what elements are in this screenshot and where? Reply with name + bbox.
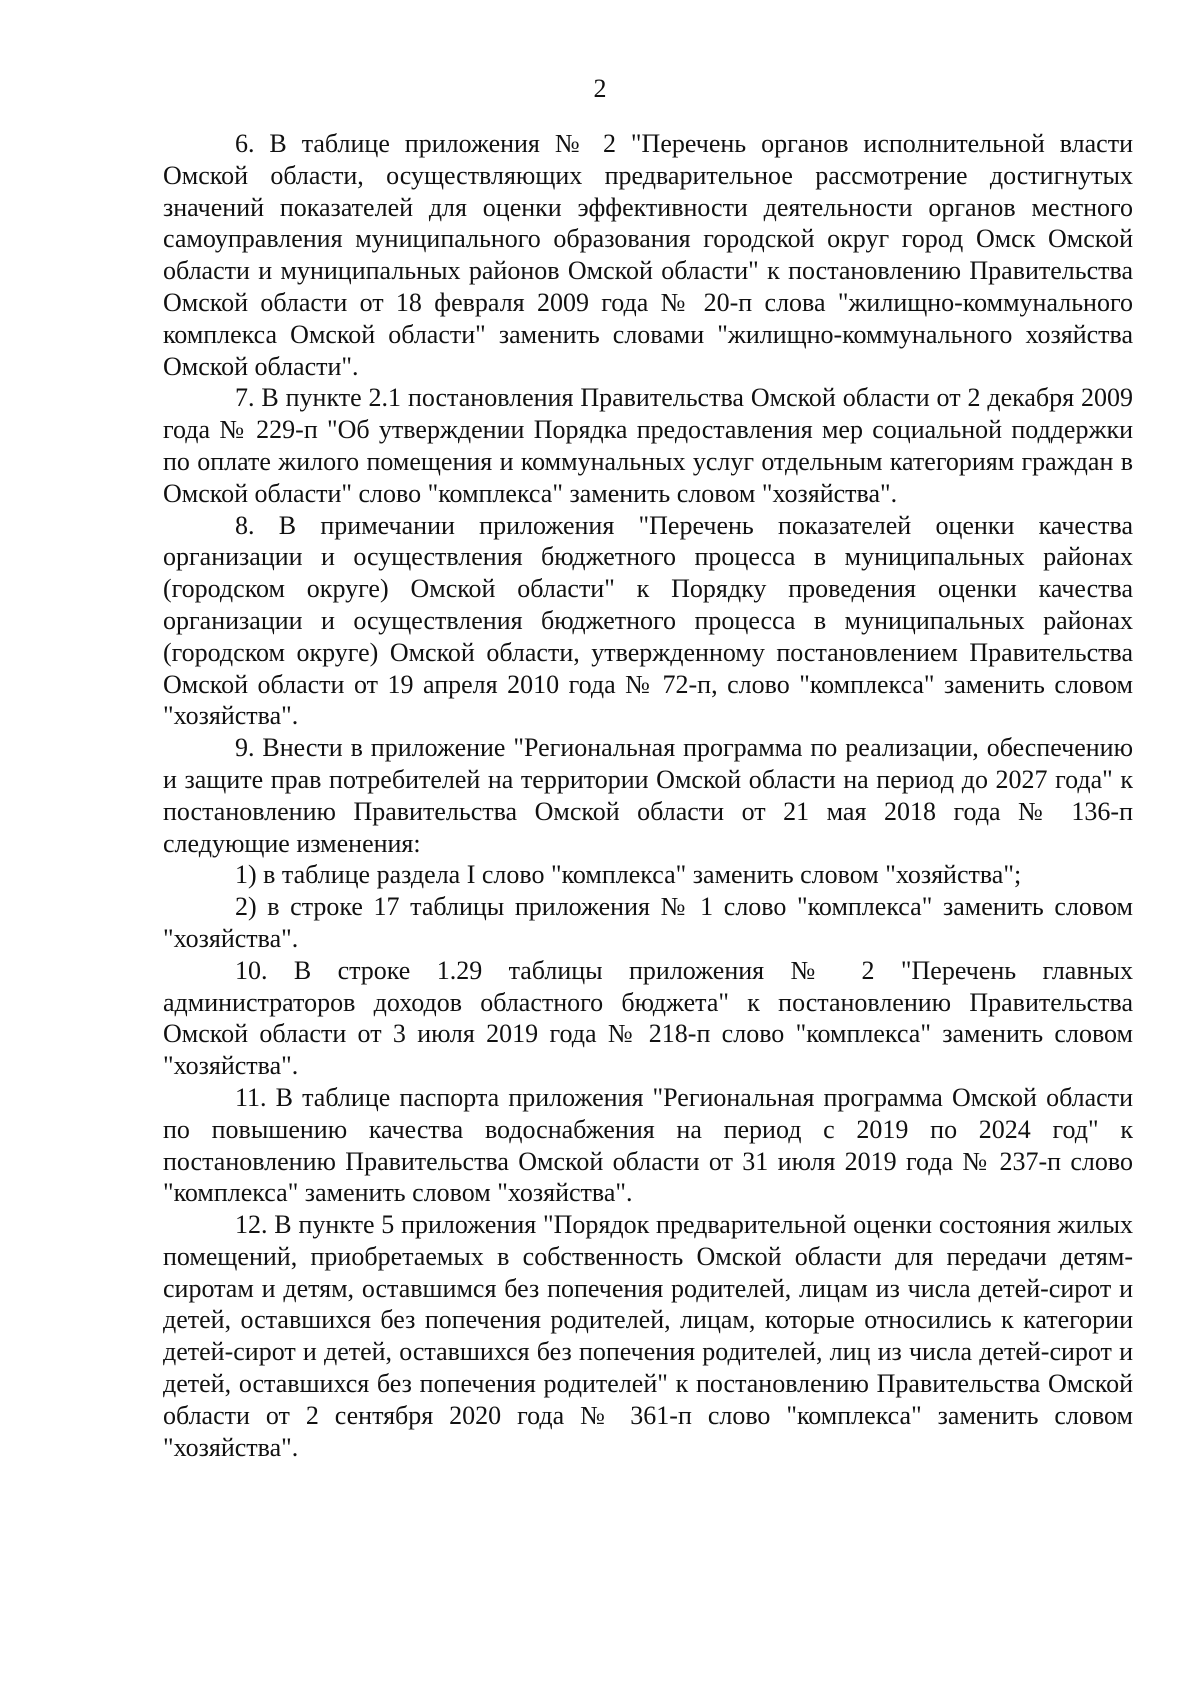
paragraph-9-item-1: 1) в таблице раздела I слово "комплекса" заменить словом "хозяйства";: [235, 860, 1022, 890]
paragraph-6: 6. В таблице приложения № 2 "Перечень органов исполнительной власти Омской области, осуществляющих предварительное рассмотрение достигнутых значений показателей для оценки эффективности деятельности органов местного самоуправления муниципального образования городской округ город Омск Омской области и муниципальных районов Омской области" к постановлению Правительства Омской области от 18 февраля 2009 года № 20-п слова "жилищно-коммунального комплекса Омской области" заменить словами "жилищно-коммунального хозяйства Омской области".: [163, 129, 1133, 381]
paragraph-9: 9. Внести в приложение "Региональная программа по реализации, обеспечению и защите прав потребителей на территории Омской области на период до 2027 года" к постановлению Правительства Омской области от 21 мая 2018 года № 136-п следующие изменения:: [163, 733, 1133, 858]
paragraph-9-item-2: 2) в строке 17 таблицы приложения № 1 слово "комплекса" заменить словом "хозяйства".: [163, 892, 1133, 953]
page-number: 2: [593, 74, 607, 103]
paragraph-12: 12. В пункте 5 приложения "Порядок предварительной оценки состояния жилых помещений, приобретаемых в собственность Омской области для передачи детям-сиротам и детям, оставшимся без попечения родителей, лицам из числа детей-сирот и детей, оставшихся без попечения родителей, лицам, которые относились к категории детей-сирот и детей, оставшихся без попечения родителей, лиц из числа детей-сирот и детей, оставшихся без попечения родителей" к постановлению Правительства Омской области от 2 сентября 2020 года № 361-п слово "комплекса" заменить словом "хозяйства".: [163, 1210, 1133, 1462]
paragraph-11: 11. В таблице паспорта приложения "Региональная программа Омской области по повышению качества водоснабжения на период с 2019 по 2024 год" к постановлению Правительства Омской области от 31 июля 2019 года № 237-п слово "комплекса" заменить словом "хозяйства".: [163, 1082, 1133, 1208]
document-body: [163, 128, 1133, 1463]
paragraph-7: 7. В пункте 2.1 постановления Правительства Омской области от 2 декабря 2009 года № 229-п "Об утверждении Порядка предоставления мер социальной поддержки по оплате жилого помещения и коммунальных услуг отдельным категориям граждан в Омской области" слово "комплекса" заменить словом "хозяйства".: [163, 383, 1133, 508]
paragraph-8: 8. В примечании приложения "Перечень показателей оценки качества организации и осуществления бюджетного процесса в муниципальных районах (городском округе) Омской области" к Порядку проведения оценки качества организации и осуществления бюджетного процесса в муниципальных районах (городском округе) Омской области, утвержденному постановлением Правительства Омской области от 19 апреля 2010 года № 72-п, слово "комплекса" заменить словом "хозяйства".: [163, 510, 1133, 731]
paragraph-10: 10. В строке 1.29 таблицы приложения № 2 "Перечень главных администраторов доходов областного бюджета" к постановлению Правительства Омской области от 3 июля 2019 года № 218-п слово "комплекса" заменить словом "хозяйства".: [163, 955, 1133, 1081]
